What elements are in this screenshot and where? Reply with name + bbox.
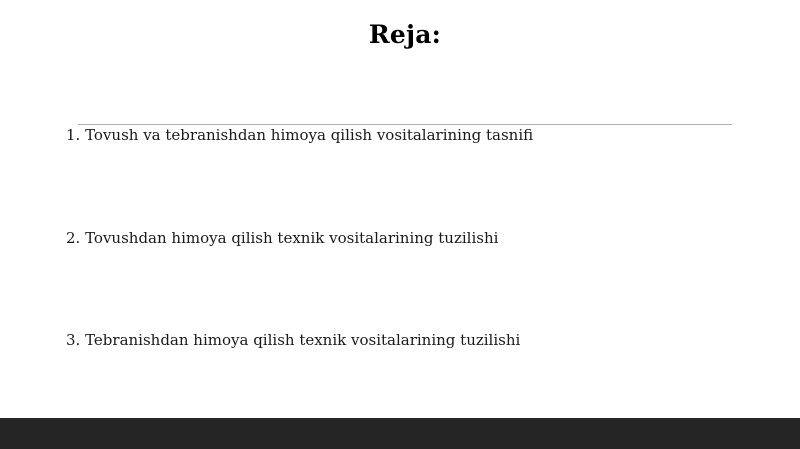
plan-item-2: 2. Tovushdan himoya qilish texnik vositalarining tuzilishi (66, 229, 499, 247)
divider-line (78, 124, 732, 125)
slide-title: Reja: (368, 20, 442, 49)
plan-item-1: 1. Tovush va tebranishdan himoya qilish vositalarining tasnifi (66, 126, 534, 144)
presentation-bottom-bar (0, 418, 800, 449)
plan-item-3: 3. Tebranishdan himoya qilish texnik vositalarining tuzilishi (66, 331, 521, 349)
